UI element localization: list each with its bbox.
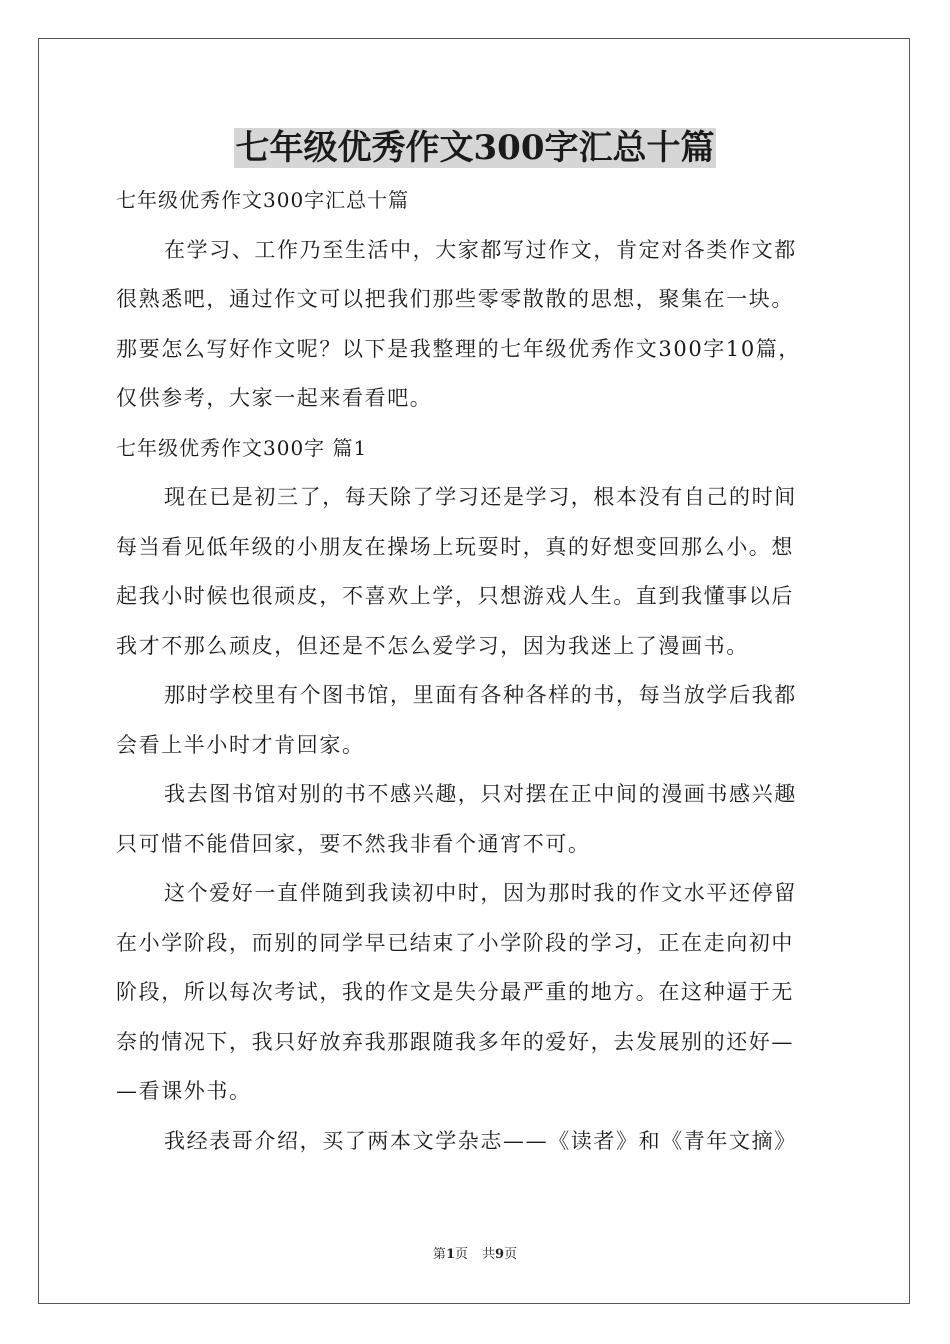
document-title-text: 七年级优秀作文300字汇总十篇 bbox=[235, 128, 715, 168]
document-body bbox=[116, 176, 840, 1166]
text-line: 那时学校里有个图书馆，里面有各种各样的书，每当放学后我都 bbox=[164, 683, 797, 707]
footer-page-number: 1 bbox=[445, 1247, 455, 1262]
section-heading: 七年级优秀作文300字 篇1 bbox=[116, 435, 368, 460]
text-line: 阶段，所以每次考试，我的作文是失分最严重的地方。在这种逼于无 bbox=[116, 980, 794, 1004]
text-line: 这个爱好一直伴随到我读初中时，因为那时我的作文水平还停留 bbox=[164, 881, 797, 905]
footer-total-pages: 9 bbox=[495, 1247, 505, 1262]
document-title bbox=[0, 126, 950, 170]
text-line: 很熟悉吧，通过作文可以把我们那些零零散散的思想，聚集在一块。 bbox=[116, 287, 794, 311]
text-line: 起我小时候也很顽皮，不喜欢上学，只想游戏人生。直到我懂事以后 bbox=[116, 584, 794, 608]
text-line: 现在已是初三了，每天除了学习还是学习，根本没有自己的时间 bbox=[164, 485, 797, 509]
footer-total-suffix: 页 bbox=[504, 1247, 518, 1262]
text-line: 我经表哥介绍，买了两本文学杂志——《读者》和《青年文摘》 bbox=[164, 1128, 797, 1153]
text-line: 每当看见低年级的小朋友在操场上玩耍时，真的好想变回那么小。想 bbox=[116, 534, 794, 559]
text-line: 会看上半小时才肯回家。 bbox=[116, 732, 365, 757]
text-line: 奈的情况下，我只好放弃我那跟随我多年的爱好，去发展别的还好— bbox=[116, 1029, 794, 1054]
text-line: 仅供参考，大家一起来看看吧。 bbox=[116, 386, 433, 410]
text-line: —看课外书。 bbox=[116, 1079, 252, 1103]
text-line: 在学习、工作乃至生活中，大家都写过作文，肯定对各类作文都 bbox=[164, 237, 797, 262]
footer-page-suffix: 页 bbox=[454, 1247, 468, 1262]
text-line: 在小学阶段，而别的同学早已结束了小学阶段的学习，正在走向初中 bbox=[116, 930, 794, 955]
text-line: 我才不那么顽皮，但还是不怎么爱学习，因为我迷上了漫画书。 bbox=[116, 633, 749, 658]
page-footer bbox=[0, 1246, 950, 1264]
text-line: 只可惜不能借回家，要不然我非看个通宵不可。 bbox=[116, 831, 591, 856]
text-line: 我去图书馆对别的书不感兴趣，只对摆在正中间的漫画书感兴趣 bbox=[164, 782, 797, 806]
footer-page-prefix: 第 bbox=[432, 1247, 446, 1262]
footer-total-prefix: 共 bbox=[482, 1247, 496, 1262]
text-line: 那要怎么写好作文呢？以下是我整理的七年级优秀作文300字10篇， bbox=[116, 336, 802, 361]
section-heading: 七年级优秀作文300字汇总十篇 bbox=[116, 188, 410, 212]
